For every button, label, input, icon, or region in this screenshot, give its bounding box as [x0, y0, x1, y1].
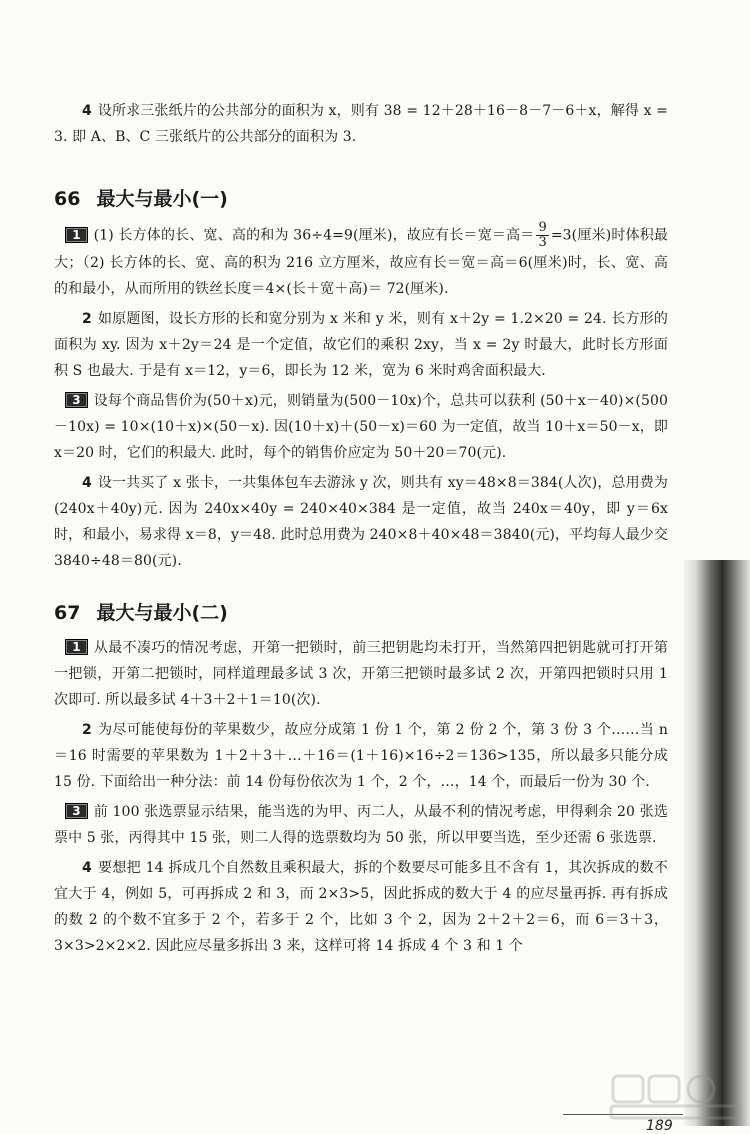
section-heading-66 — [54, 184, 668, 211]
item-marker: 4 — [82, 860, 92, 876]
fraction-denominator: 3 — [538, 235, 547, 250]
fraction — [536, 221, 548, 250]
item-marker: 4 — [82, 103, 92, 119]
answer-67-3 — [54, 799, 668, 851]
answer-text: 为尽可能使每份的苹果数少，故应分成第 1 份 1 个，第 2 份 2 个，第 3 份 3 个……当 n＝16 时需要的苹果数为 1＋2＋3＋…＋16＝(1＋16)×16÷2＝136>135，所以最多只能分成 15 份. 下面给出一种分法：前 14 份每份依次为 1 个，2 个，…，14 个，而最后一份为 30 个. — [54, 722, 668, 790]
answer-text: 从最不凑巧的情况考虑，开第一把锁时，前三把钥匙均未打开，当然第四把钥匙就可打开第一把锁，开第二把锁时，同样道理最多试 3 次，开第三把锁时最多试 2 次，开第四把锁时只用 1 次即可. 所以最多试 4＋3＋2＋1＝10(次). — [54, 640, 668, 708]
text-column — [54, 98, 668, 963]
section-title: 最大与最小(二) — [96, 602, 228, 624]
answer-66-3 — [54, 388, 668, 466]
item-badge: 3 — [65, 392, 87, 408]
item-badge: 1 — [65, 639, 87, 655]
answer-text: 要想把 14 拆成几个自然数且乘积最大，拆的个数要尽可能多且不含有 1，其次拆成的数不宜大于 4，例如 5，可再拆成 2 和 3，而 2×3>5，因此拆成的数大于 4 的应尽量再拆. 再有拆成的数 2 的个数不宜多于 2 个，若多于 2 个，比如 3 个 2，因为 2＋2＋2＝6，而 6＝3＋3，3×3>2×2×2. 因此应尽量多拆出 3 来，这样可将 14 拆成 4 个 3 和 1 个 — [54, 860, 668, 954]
answer-text-after: =3(厘米)时体积最大；（2) 长方体的长、宽、高的积为 216 立方厘米，故应有长＝宽＝高＝6(厘米)时，长、宽、高的和最小，从而所用的铁丝长度＝4×(长＋宽＋高)＝ 72(厘米). — [54, 227, 668, 297]
answer-text: 前 100 张选票显示结果，能当选的为甲、丙二人，从最不利的情况考虑，甲得剩余 20 张选票中 5 张，丙得其中 15 张，则二人得的选票数均为 50 张，所以甲要当选，至少还需 6 张选票. — [54, 804, 668, 846]
answer-66-4 — [54, 470, 668, 574]
answer-67-1 — [54, 635, 668, 713]
answer-67-4 — [54, 855, 668, 959]
section-heading-67 — [54, 598, 668, 625]
item-marker: 2 — [82, 722, 92, 738]
item-badge: 3 — [65, 803, 87, 819]
answer-text: 设一共买了 x 张卡，一共集体包车去游泳 y 次，则共有 xy＝48×8＝384(人次)，总用费为(240x＋40y)元. 因为 240x×40y = 240×40×384 是一定值，故当 240x＝40y，即 y＝6x 时，和最小，易求得 x＝8，y＝48. 此时总用费为 240×8＋40×48＝3840(元)，平均每人最少交 3840÷48＝80(元). — [54, 475, 668, 569]
item-marker: 2 — [82, 311, 92, 327]
item-marker: 4 — [82, 475, 92, 491]
item-badge: 1 — [65, 227, 87, 243]
answer-text: 设所求三张纸片的公共部分的面积为 x，则有 38 = 12＋28＋16－8－7－6＋x，解得 x = 3. 即 A、B、C 三张纸片的公共部分的面积为 3. — [54, 103, 668, 145]
answer-4-prev — [54, 98, 668, 150]
book-spine-shadow — [684, 560, 750, 1126]
answer-text: 如原题图，设长方形的长和宽分别为 x 米和 y 米，则有 x＋2y = 1.2×20 = 24. 长方形的面积为 xy. 因为 x＋2y＝24 是一个定值，故它们的乘积 2xy，当 x = 2y 时最大，此时长方形面积 S 也最大. 于是有 x＝12，y＝6，即长为 12 米，宽为 6 米时鸡舍面积最大. — [54, 311, 668, 379]
answer-text: 设每个商品售价为(50＋x)元，则销量为(500－10x)个，总共可以获利 (50＋x－40)×(500－10x) = 10×(10＋x)×(50－x). 因(10＋x)＋(50－x)＝60 为一定值，故当 10＋x＝50－x，即 x＝20 时，它们的积最大. 此时，每个的销售价应定为 50＋20＝70(元). — [54, 393, 668, 461]
footer-rule — [563, 1114, 683, 1115]
section-number: 66 — [54, 188, 81, 210]
answer-66-2 — [54, 306, 668, 384]
answer-67-2 — [54, 717, 668, 795]
page-number: 189 — [646, 1118, 673, 1134]
section-number: 67 — [54, 602, 81, 624]
section-title: 最大与最小(一) — [96, 188, 228, 210]
answer-text-before: (1) 长方体的长、宽、高的和为 36÷4=9(厘米)，故应有长＝宽＝高＝ — [93, 227, 535, 244]
answer-66-1 — [54, 221, 668, 302]
fraction-numerator: 9 — [538, 220, 547, 235]
